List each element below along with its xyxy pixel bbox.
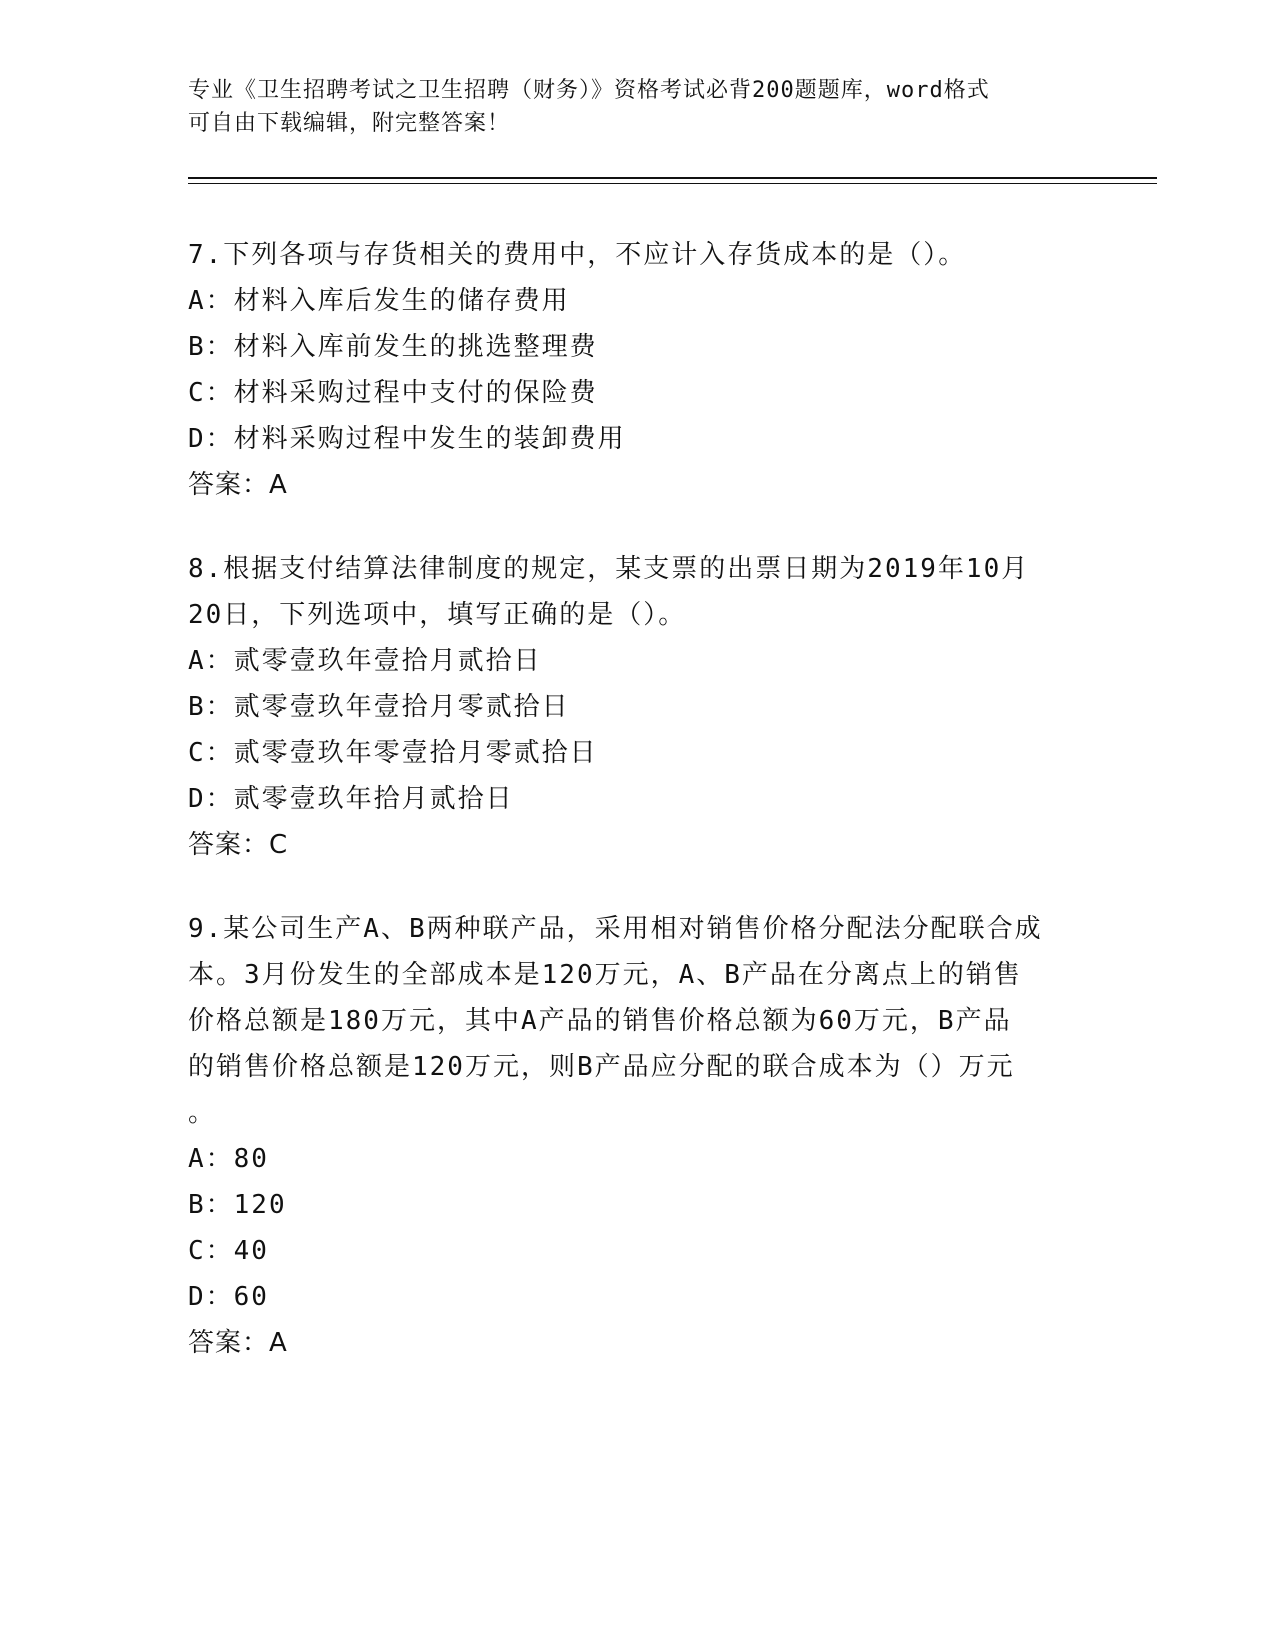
answer: 答案：C [188,830,289,860]
option-a: A：贰零壹玖年壹拾月贰拾日 [188,646,542,676]
option-c: C：贰零壹玖年零壹拾月零贰拾日 [188,738,598,768]
question-text: 。 [188,1098,217,1128]
option-b: B：120 [188,1190,287,1220]
option-c: C：材料采购过程中支付的保险费 [188,378,598,408]
option-a: A：80 [188,1144,269,1174]
option-d: D：材料采购过程中发生的装卸费用 [188,424,626,454]
question-text: 本。3月份发生的全部成本是120万元，A、B产品在分离点上的销售 [188,960,1022,990]
question-text: 9.某公司生产A、B两种联产品，采用相对销售价格分配法分配联合成 [188,914,1043,944]
option-d: D：60 [188,1282,269,1312]
answer: 答案：A [188,470,288,500]
document-header [188,74,1088,140]
question-9 [188,906,1088,1366]
option-c: C：40 [188,1236,269,1266]
question-text: 8.根据支付结算法律制度的规定，某支票的出票日期为2019年10月 [188,554,1030,584]
option-b: B：材料入库前发生的挑选整理费 [188,332,598,362]
header-divider-thin [188,183,1157,184]
option-d: D：贰零壹玖年拾月贰拾日 [188,784,514,814]
answer: 答案：A [188,1328,288,1358]
question-text: 7.下列各项与存货相关的费用中，不应计入存货成本的是（）。 [188,240,967,270]
question-text: 的销售价格总额是120万元，则B产品应分配的联合成本为（）万元 [188,1052,1015,1082]
option-b: B：贰零壹玖年壹拾月零贰拾日 [188,692,570,722]
question-7 [188,232,1088,508]
header-divider-thick [188,177,1157,179]
question-list [188,232,1088,1404]
question-8 [188,546,1088,868]
option-a: A：材料入库后发生的储存费用 [188,286,570,316]
header-line-1: 专业《卫生招聘考试之卫生招聘（财务）》资格考试必背200题题库，word格式 [188,78,990,103]
question-text: 20日，下列选项中，填写正确的是（）。 [188,600,687,630]
question-text: 价格总额是180万元，其中A产品的销售价格总额为60万元，B产品 [188,1006,1012,1036]
header-line-2: 可自由下载编辑，附完整答案！ [188,111,511,136]
